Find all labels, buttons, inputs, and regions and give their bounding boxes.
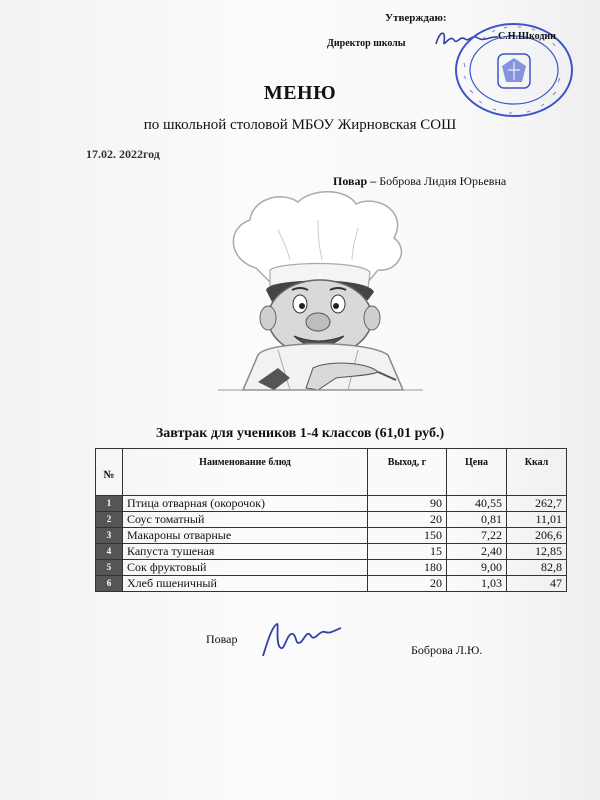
dish-weight: 90 [368, 496, 447, 512]
menu-date: 17.02. 2022год [86, 147, 160, 161]
cook-line [333, 174, 506, 189]
dish-kcal: 262,7 [507, 496, 567, 512]
cook-label: Повар – [333, 174, 377, 188]
table-row [96, 544, 567, 560]
breakfast-title: Завтрак для учеников 1-4 классов (61,01 руб.) [155, 426, 445, 441]
director-name: С.Н.Шкодин [498, 31, 556, 42]
dish-weight: 15 [368, 544, 447, 560]
footer-cook-name: Боброва Л.Ю. [411, 643, 483, 657]
dish-name: Птица отварная (окорочок) [123, 496, 368, 512]
dish-price: 2,40 [447, 544, 507, 560]
page-title: МЕНЮ [263, 82, 337, 104]
dish-name: Капуста тушеная [123, 544, 368, 560]
dish-name: Макароны отварные [123, 528, 368, 544]
header-kcal: Ккал [507, 449, 567, 496]
table-row [96, 512, 567, 528]
table-header-row [96, 449, 567, 496]
cook-signature [255, 616, 345, 666]
table-row [96, 528, 567, 544]
footer-cook-label: Повар [206, 632, 238, 646]
table-row [96, 496, 567, 512]
director-label: Директор школы [327, 38, 406, 49]
dish-weight: 20 [368, 576, 447, 592]
dish-weight: 20 [368, 512, 447, 528]
dish-kcal: 82,8 [507, 560, 567, 576]
row-number: 1 [96, 496, 123, 512]
row-number: 4 [96, 544, 123, 560]
approve-label: Утверждаю: [385, 12, 447, 24]
dish-weight: 150 [368, 528, 447, 544]
dish-name: Соус томатный [123, 512, 368, 528]
cook-name: Боброва Лидия Юрьевна [379, 174, 507, 188]
dish-name: Хлеб пшеничный [123, 576, 368, 592]
row-number: 3 [96, 528, 123, 544]
dish-kcal: 206,6 [507, 528, 567, 544]
row-number: 2 [96, 512, 123, 528]
row-number: 6 [96, 576, 123, 592]
row-number: 5 [96, 560, 123, 576]
dish-price: 9,00 [447, 560, 507, 576]
dish-name: Сок фруктовый [123, 560, 368, 576]
header-weight: Выход, г [368, 449, 447, 496]
header-price: Цена [447, 449, 507, 496]
dish-price: 1,03 [447, 576, 507, 592]
dish-price: 40,55 [447, 496, 507, 512]
page-subtitle: по школьной столовой МБОУ Жирновская СОШ [143, 117, 457, 133]
menu-table [95, 448, 567, 592]
dish-weight: 180 [368, 560, 447, 576]
dish-price: 0,81 [447, 512, 507, 528]
dish-kcal: 11,01 [507, 512, 567, 528]
header-number: № [96, 449, 123, 496]
dish-price: 7,22 [447, 528, 507, 544]
header-dish: Наименование блюд [123, 449, 368, 496]
table-row [96, 560, 567, 576]
chef-illustration [218, 190, 423, 400]
dish-kcal: 47 [507, 576, 567, 592]
table-row [96, 576, 567, 592]
dish-kcal: 12,85 [507, 544, 567, 560]
